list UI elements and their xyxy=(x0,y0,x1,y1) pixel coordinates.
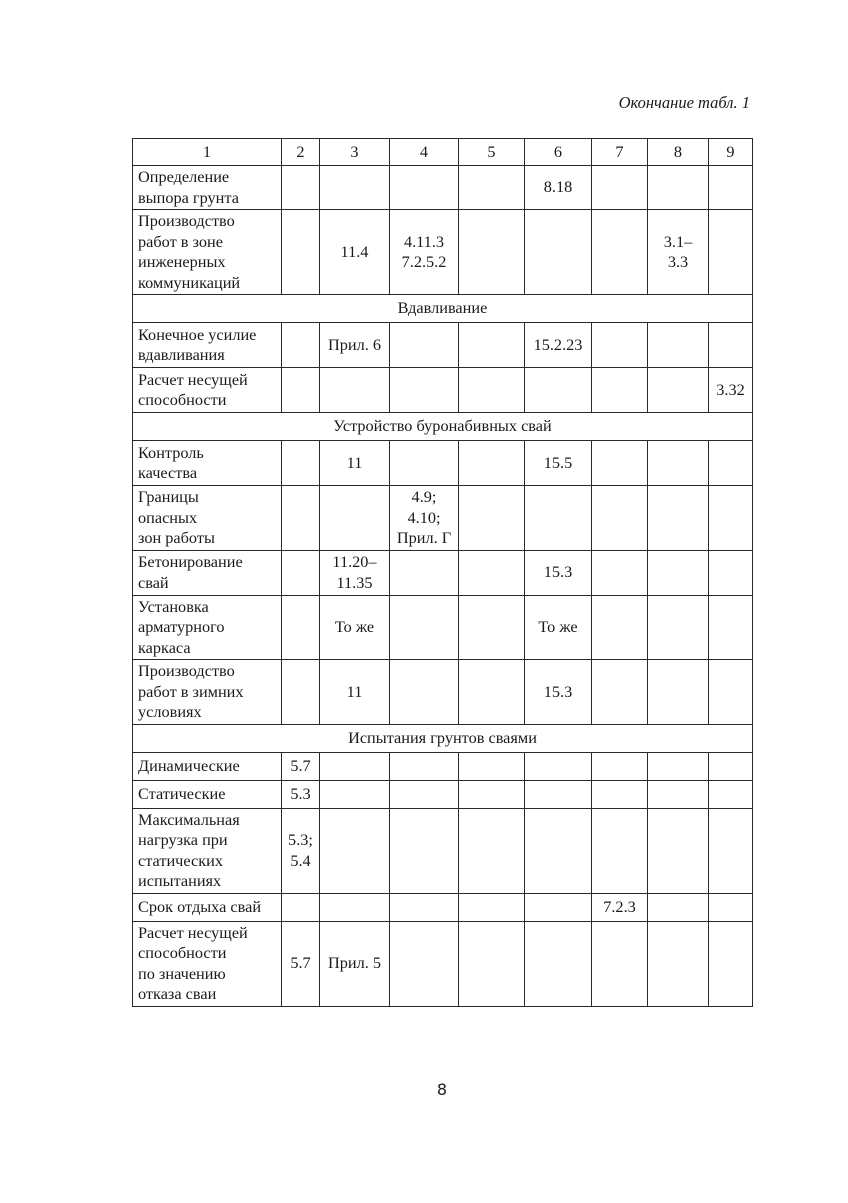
table-row xyxy=(133,166,753,210)
table-cell xyxy=(709,921,753,1006)
table-cell xyxy=(709,323,753,368)
table-cell xyxy=(648,660,709,725)
table-cell xyxy=(390,323,459,368)
row-label-cell: Расчет несущей способности по значению отказа сваи xyxy=(133,921,282,1006)
table-cell xyxy=(709,486,753,551)
table-cell xyxy=(592,486,648,551)
table-cell xyxy=(592,210,648,295)
table-cell: 5.3 xyxy=(282,780,320,808)
table-cell xyxy=(592,780,648,808)
table-cell: 5.3; 5.4 xyxy=(282,808,320,893)
table-cell xyxy=(709,210,753,295)
header-cell: 9 xyxy=(709,139,753,166)
table-cell xyxy=(459,323,525,368)
table-cell xyxy=(459,368,525,413)
table-cell: 15.3 xyxy=(525,550,592,595)
row-label-cell: Динамические xyxy=(133,752,282,780)
table-cell xyxy=(459,921,525,1006)
row-label-cell: Статические xyxy=(133,780,282,808)
table-cell xyxy=(648,808,709,893)
table-cell xyxy=(459,660,525,725)
table-cell xyxy=(282,893,320,921)
table-cell xyxy=(390,893,459,921)
table-cell xyxy=(592,595,648,660)
table-row xyxy=(133,550,753,595)
table-cell: То же xyxy=(525,595,592,660)
table-cell xyxy=(709,441,753,486)
row-label-cell: Максимальная нагрузка при статических испытаниях xyxy=(133,808,282,893)
table-cell xyxy=(592,660,648,725)
table-cell xyxy=(648,441,709,486)
table-cell xyxy=(592,808,648,893)
table-row xyxy=(133,752,753,780)
table-cell xyxy=(709,893,753,921)
row-label-cell: Производство работ в зимних условиях xyxy=(133,660,282,725)
table-cell xyxy=(648,921,709,1006)
table-cell xyxy=(390,595,459,660)
table-cell xyxy=(648,780,709,808)
table-cell xyxy=(592,323,648,368)
table-cell xyxy=(525,808,592,893)
table-row xyxy=(133,893,753,921)
table-cell xyxy=(459,550,525,595)
table-row xyxy=(133,323,753,368)
table-cell xyxy=(390,808,459,893)
table-cell xyxy=(459,752,525,780)
table-cell xyxy=(709,660,753,725)
section-row xyxy=(133,724,753,752)
header-cell: 3 xyxy=(320,139,390,166)
section-row xyxy=(133,295,753,323)
table-cell xyxy=(282,660,320,725)
table-cell xyxy=(648,486,709,551)
table-cell xyxy=(648,893,709,921)
table-cell xyxy=(390,368,459,413)
table-cell xyxy=(390,660,459,725)
table-cell xyxy=(525,486,592,551)
table-cell xyxy=(459,210,525,295)
table-cell xyxy=(282,166,320,210)
table-cell xyxy=(592,550,648,595)
table-row xyxy=(133,368,753,413)
header-cell: 5 xyxy=(459,139,525,166)
table-body xyxy=(133,139,753,1007)
row-label-cell: Расчет несущей способности xyxy=(133,368,282,413)
table-cell xyxy=(648,368,709,413)
table-cell xyxy=(459,595,525,660)
table-cell xyxy=(459,441,525,486)
table-cell: 11.4 xyxy=(320,210,390,295)
table-cell xyxy=(525,368,592,413)
table-cell xyxy=(320,893,390,921)
table-cell: 15.5 xyxy=(525,441,592,486)
table-cell: Прил. 6 xyxy=(320,323,390,368)
table-cell: 5.7 xyxy=(282,921,320,1006)
reference-table xyxy=(132,138,753,1007)
table-cell: 4.11.3 7.2.5.2 xyxy=(390,210,459,295)
table-cell xyxy=(709,780,753,808)
table-row xyxy=(133,660,753,725)
row-label-cell: Бетонирование свай xyxy=(133,550,282,595)
table-cell xyxy=(648,323,709,368)
table-cell xyxy=(709,752,753,780)
table-cell xyxy=(709,166,753,210)
table-cell xyxy=(320,752,390,780)
table-row xyxy=(133,808,753,893)
table-cell xyxy=(459,780,525,808)
table-cell xyxy=(592,441,648,486)
section-title: Устройство буронабивных свай xyxy=(133,413,753,441)
table-row xyxy=(133,595,753,660)
table-cell: 7.2.3 xyxy=(592,893,648,921)
table-row xyxy=(133,921,753,1006)
table-cell xyxy=(282,486,320,551)
table-cell xyxy=(648,595,709,660)
table-cell xyxy=(282,323,320,368)
table-row xyxy=(133,780,753,808)
section-row xyxy=(133,413,753,441)
row-label-cell: Срок отдыха свай xyxy=(133,893,282,921)
table-cell: Прил. 5 xyxy=(320,921,390,1006)
table-cell xyxy=(525,210,592,295)
header-cell: 4 xyxy=(390,139,459,166)
table-cell xyxy=(459,893,525,921)
table-cell xyxy=(459,486,525,551)
table-cell xyxy=(648,752,709,780)
table-cell xyxy=(525,780,592,808)
table-cell: 15.2.23 xyxy=(525,323,592,368)
table-cell: 5.7 xyxy=(282,752,320,780)
table-cell xyxy=(390,752,459,780)
table-cell xyxy=(320,486,390,551)
header-row xyxy=(133,139,753,166)
table-row xyxy=(133,441,753,486)
row-label-cell: Границы опасных зон работы xyxy=(133,486,282,551)
table-cell xyxy=(709,595,753,660)
table-cell: 8.18 xyxy=(525,166,592,210)
table-cell xyxy=(459,166,525,210)
table-cell: 4.9; 4.10; Прил. Г xyxy=(390,486,459,551)
table-caption: Окончание табл. 1 xyxy=(618,93,750,112)
table-row xyxy=(133,210,753,295)
header-cell: 7 xyxy=(592,139,648,166)
table-cell xyxy=(282,441,320,486)
page-number: 8 xyxy=(436,1080,448,1099)
table-cell: 3.32 xyxy=(709,368,753,413)
table-cell xyxy=(390,550,459,595)
table-cell: 11.20– 11.35 xyxy=(320,550,390,595)
table-cell xyxy=(282,550,320,595)
table-cell xyxy=(592,368,648,413)
header-cell: 6 xyxy=(525,139,592,166)
table-cell: То же xyxy=(320,595,390,660)
table-cell xyxy=(282,368,320,413)
table-cell xyxy=(525,752,592,780)
table-cell xyxy=(390,780,459,808)
table-cell xyxy=(525,893,592,921)
table-cell: 11 xyxy=(320,660,390,725)
table-cell xyxy=(282,595,320,660)
row-label-cell: Производство работ в зоне инженерных коммуникаций xyxy=(133,210,282,295)
row-label-cell: Контроль качества xyxy=(133,441,282,486)
row-label-cell: Определение выпора грунта xyxy=(133,166,282,210)
table-cell xyxy=(390,441,459,486)
table-cell xyxy=(592,921,648,1006)
header-cell: 8 xyxy=(648,139,709,166)
table-cell xyxy=(320,808,390,893)
table-row xyxy=(133,486,753,551)
table-cell xyxy=(709,550,753,595)
row-label-cell: Конечное усилие вдавливания xyxy=(133,323,282,368)
table-cell xyxy=(320,780,390,808)
table-cell: 11 xyxy=(320,441,390,486)
section-title: Испытания грунтов сваями xyxy=(133,724,753,752)
table-cell: 3.1– 3.3 xyxy=(648,210,709,295)
header-cell: 1 xyxy=(133,139,282,166)
table-cell xyxy=(320,368,390,413)
table-cell xyxy=(648,550,709,595)
table-cell: 15.3 xyxy=(525,660,592,725)
table-cell xyxy=(525,921,592,1006)
table-cell xyxy=(648,166,709,210)
header-cell: 2 xyxy=(282,139,320,166)
row-label-cell: Установка арматурного каркаса xyxy=(133,595,282,660)
table-cell xyxy=(320,166,390,210)
table-cell xyxy=(592,752,648,780)
table-cell xyxy=(592,166,648,210)
table-cell xyxy=(459,808,525,893)
table-cell xyxy=(709,808,753,893)
table-cell xyxy=(390,921,459,1006)
table-cell xyxy=(390,166,459,210)
section-title: Вдавливание xyxy=(133,295,753,323)
table-cell xyxy=(282,210,320,295)
